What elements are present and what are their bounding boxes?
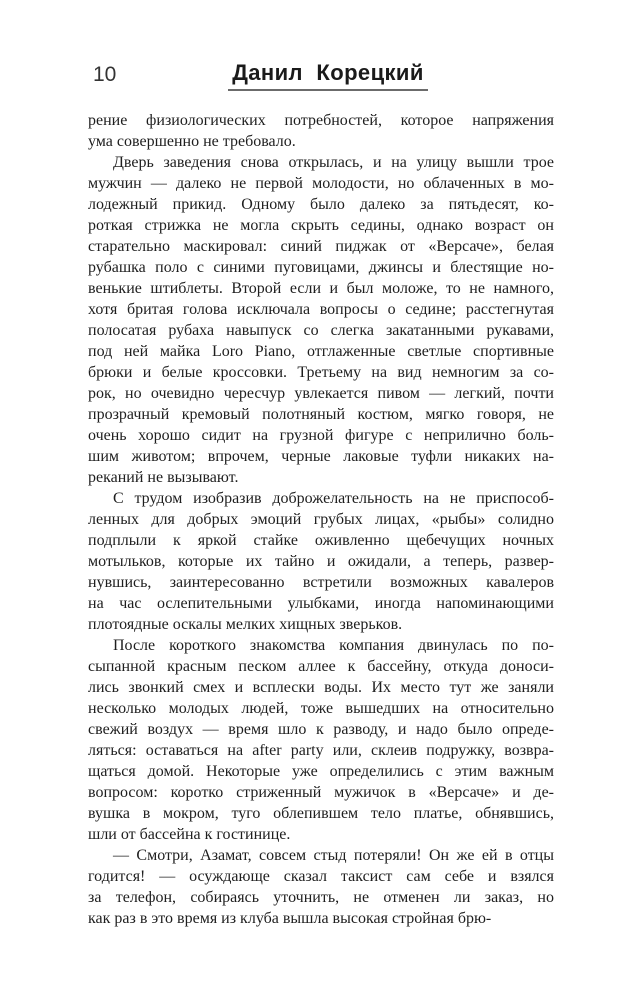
text-line: лодежный прикид. Одному было далеко за пятьдесят, ко- [88,196,554,213]
text-line: подплыли к яркой стайке оживленно щебечущих ночных [88,532,554,549]
text-line: старательно маскировал: синий пиджак от «Версаче», белая [88,238,554,255]
page-body [88,110,554,929]
text-line: полосатая рубаха навыпуск со слегка закатанными рукавами, [88,322,554,339]
text-line: за телефон, собираясь уточнить, не отменен ли заказ, но [88,889,554,906]
page-number: 10 [93,63,117,86]
text-line: шим животом; впрочем, черные лаковые туфли никаких на- [88,448,554,465]
text-line: сыпанной красным песком аллее к бассейну, откуда доноси- [88,658,554,675]
paragraph [88,152,554,488]
text-line: хотя бритая голова исключала вопросы о седине; расстегнутая [88,301,554,318]
text-line: Дверь заведения снова открылась, и на улицу вышли трое [113,154,554,171]
text-line: на час ослепительными улыбками, иногда напоминающими [88,595,554,612]
text-line: щаться домой. Некоторые уже определились с этим важным [88,763,554,780]
text-line: После короткого знакомства компания двинулась по по- [113,637,554,654]
text-line: плотоядные оскалы мелких хищных зверьков. [88,616,403,633]
text-line: рение физиологических потребностей, которое напряжения [88,112,554,129]
text-line: рубашка поло с синими пуговицами, джинсы и блестящие но- [88,259,554,276]
paragraph [88,845,554,929]
text-line: как раз в это время из клуба вышла высокая стройная брю- [88,910,492,927]
text-line: вушка в мокром, туго облепившем тело платье, обнявшись, [88,805,554,822]
text-line: под ней майка Loro Piano, отглаженные светлые спортивные [88,343,554,360]
text-line: лись звонкий смех и всплески воды. Их место тут же заняли [88,679,554,696]
text-line: — Смотри, Азамат, совсем стыд потеряли! Он же ей в отцы [113,847,554,864]
text-line: свежий воздух — время шло к разводу, и надо было опреде- [88,721,554,738]
text-line: ума совершенно не требовало. [88,133,296,150]
text-line: несколько молодых людей, тоже вышедших на относительно [88,700,554,717]
text-line: рок, но очевидно чересчур увлекается пивом — легкий, почти [88,385,554,402]
text-line: реканий не вызывают. [88,469,239,486]
text-line: вопросом: коротко стриженный мужичок в «Версаче» и де- [88,784,554,801]
text-line: роткая стрижка не могла скрыть седины, однако возраст он [88,217,554,234]
paragraph [88,488,554,635]
text-line: мотыльков, которые их тайно и ожидали, а теперь, развер- [88,553,554,570]
text-line: венькие штиблеты. Второй если и был моложе, то не намного, [88,280,554,297]
text-line: С трудом изобразив доброжелательность на не приспособ- [113,490,554,507]
text-line: ленных для добрых эмоций грубых лицах, «рыбы» солидно [88,511,554,528]
paragraph [88,635,554,845]
text-line: мужчин — далеко не первой молодости, но облаченных в мо- [88,175,554,192]
text-line: очень хорошо сидит на грузной фигуре с неприлично боль- [88,427,554,444]
running-header-author: Данил Корецкий [228,60,428,91]
text-line: брюки и белые кроссовки. Третьему на вид немногим за со- [88,364,554,381]
text-line: шли от бассейна к гостинице. [88,826,291,843]
paragraph [88,110,554,152]
running-header-wrap [88,60,568,91]
text-line: прозрачный кремовый полотняный костюм, мягко говоря, не [88,406,554,423]
text-line: нувшись, заинтересованно встретили возможных кавалеров [88,574,554,591]
text-line: ляться: оставаться на after party или, склеив подружку, возвра- [88,742,554,759]
text-line: годится! — осуждающе сказал таксист сам себе и взялся [88,868,554,885]
